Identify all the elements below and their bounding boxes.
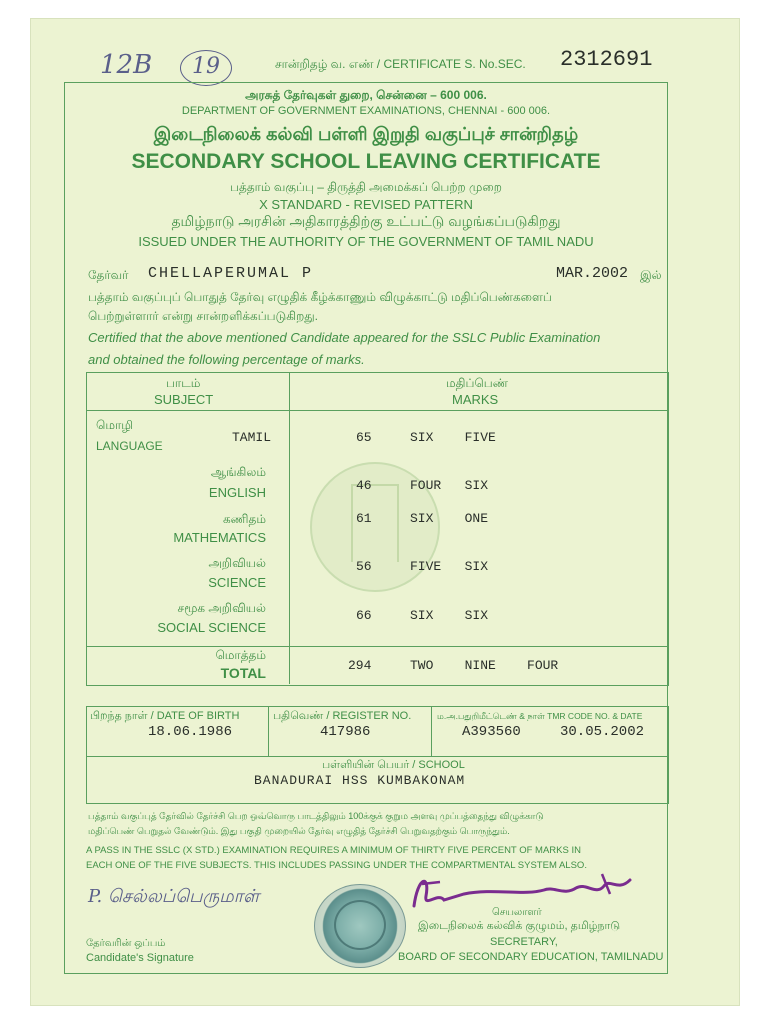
subject-science-tamil: அறிவியல்: [208, 556, 266, 570]
marks-header-tamil: மதிப்பெண்: [446, 376, 508, 390]
subject-english: ENGLISH: [208, 485, 266, 500]
tmr-date: 30.05.2002: [560, 724, 645, 740]
dob-label: பிறந்த நாள் / DATE OF BIRTH: [90, 710, 240, 722]
language-tamil: மொழி: [96, 418, 134, 432]
subject-science: SCIENCE: [208, 575, 266, 590]
language-english: LANGUAGE: [96, 439, 163, 453]
hologram-inner: [334, 900, 386, 950]
mark-social-science: 66: [356, 608, 372, 623]
school-label: பள்ளியின் பெயர் / SCHOOL: [322, 759, 465, 771]
serial-number: 2312691: [560, 47, 653, 72]
total-label: TOTAL: [220, 665, 266, 681]
dept-english: DEPARTMENT OF GOVERNMENT EXAMINATIONS, CHENNAI - 600 006.: [181, 105, 551, 117]
subject-social-tamil: சமூக அறிவியல்: [177, 601, 266, 615]
mark-words-tamil: SIX FIVE: [410, 430, 496, 445]
marks-header-english: MARKS: [452, 392, 499, 407]
dept-tamil: அரசுத் தேர்வுகள் துறை, சென்னை – 600 006.: [245, 88, 487, 102]
pass-note-tamil-2: மதிப்பெண் பெறுதல் வேண்டும். இது பகுதி முறையில் தேர்வு எழுதித் தேர்ச்சி பெறுவதற்கும் பொருந்தும்.: [88, 826, 510, 836]
pass-note-tamil-1: பத்தாம் வகுப்புத் தேர்வில் தேர்ச்சி பெற ஒவ்வொரு பாடத்திலும் 100க்குக் குறும அளவு முப்பத்தைந்து விழுக்காடு: [88, 811, 544, 821]
certified-line-1: Certified that the above mentioned Candidate appeared for the SSLC Public Examination: [88, 330, 601, 345]
mark-words-english: FOUR SIX: [410, 478, 489, 493]
secretary-tamil-board: இடைநிலைக் கல்விக் குழுமம், தமிழ்நாடு: [418, 920, 621, 932]
handwritten-circled-number: 19: [192, 54, 220, 79]
subject-header-tamil: பாடம்: [166, 376, 201, 390]
authority-english: ISSUED UNDER THE AUTHORITY OF THE GOVERNMENT OF TAMIL NADU: [138, 234, 594, 249]
pass-note-english-2: EACH ONE OF THE FIVE SUBJECTS. THIS INCLUDES PASSING UNDER THE COMPARTMENTAL SYSTEM ALSO.: [86, 860, 587, 871]
subject-header-english: SUBJECT: [154, 392, 214, 407]
exam-in-tamil: இல்: [640, 268, 662, 282]
exam-month: MAR.2002: [556, 265, 629, 282]
tmr-label: ம.அ.பதுறிமீட்டெண் & நாள் TMR CODE NO. & DATE: [437, 711, 643, 721]
board-name: BOARD OF SECONDARY EDUCATION, TAMILNADU: [398, 951, 664, 963]
tmr-code: A393560: [462, 724, 521, 740]
total-tamil: மொத்தம்: [215, 648, 266, 662]
school-name: BANADURAI HSS KUMBAKONAM: [254, 773, 466, 788]
details-divider-2: [431, 706, 432, 756]
subject-english-tamil: ஆங்கிலம்: [210, 465, 266, 479]
subject-maths-tamil: கணிதம்: [223, 512, 266, 526]
para-tamil-1: பத்தாம் வகுப்புப் பொதுத் தேர்வு எழுதிக் கீழ்க்காணும் விழுக்காட்டு மதிப்பெண்களைப்: [88, 290, 552, 304]
pattern-tamil: பத்தாம் வகுப்பு – திருத்தி அமைக்கப் பெற்ற முறை: [230, 180, 502, 194]
mark-mathematics: 61: [356, 511, 372, 526]
certified-line-2: and obtained the following percentage of marks.: [88, 352, 365, 367]
register-value: 417986: [320, 724, 371, 740]
secretary-title: SECRETARY,: [490, 936, 558, 948]
subject-mathematics: MATHEMATICS: [173, 530, 266, 545]
pattern-english: X STANDARD - REVISED PATTERN: [259, 197, 473, 212]
total-words: TWO NINE FOUR: [410, 658, 559, 673]
mark-science: 56: [356, 559, 372, 574]
dob-value: 18.06.1986: [148, 724, 233, 740]
candidate-label: தேர்வர்: [88, 268, 129, 282]
title-tamil: இடைநிலைக் கல்வி பள்ளி இறுதி வகுப்புச் சான்றிதழ்: [153, 124, 579, 144]
serial-label: சான்றிதழ் வ. எண் / CERTIFICATE S. No.SEC.: [275, 57, 526, 71]
subject-tamil-label: TAMIL: [232, 430, 272, 445]
table-total-rule: [86, 646, 669, 647]
details-divider-1: [268, 706, 269, 756]
para-tamil-2: பெற்றுள்ளார் என்று சான்றளிக்கப்படுகிறது.: [88, 309, 319, 323]
subject-social-science: SOCIAL SCIENCE: [157, 620, 266, 635]
total-mark: 294: [348, 658, 372, 673]
candidate-name: CHELLAPERUMAL P: [148, 265, 314, 282]
title-english: SECONDARY SCHOOL LEAVING CERTIFICATE: [131, 150, 601, 173]
table-header-rule: [86, 410, 669, 411]
details-rule: [86, 756, 669, 757]
mark-words-science: FIVE SIX: [410, 559, 489, 574]
table-divider: [289, 372, 290, 684]
mark-words-mathematics: SIX ONE: [410, 511, 489, 526]
authority-tamil: தமிழ்நாடு அரசின் அதிகாரத்திற்கு உட்பட்டு வழங்கப்படுகிறது: [171, 213, 561, 229]
mark-words-social-science: SIX SIX: [410, 608, 489, 623]
register-label: பதிவெண் / REGISTER NO.: [273, 710, 412, 722]
mark-english: 46: [356, 478, 372, 493]
handwritten-note: 12B: [100, 50, 153, 80]
secretary-tamil-title: செயலாளர்: [492, 907, 542, 918]
candidate-sign-tamil: தேர்வரின் ஒப்பம்: [86, 938, 166, 949]
candidate-sign-label: Candidate's Signature: [86, 952, 194, 964]
mark-tamil: 65: [356, 430, 372, 445]
candidate-signature: P. செல்லப்பெருமாள்: [88, 886, 260, 907]
pass-note-english-1: A PASS IN THE SSLC (X STD.) EXAMINATION REQUIRES A MINIMUM OF THIRTY FIVE PERCENT OF MARKS IN: [86, 845, 581, 856]
